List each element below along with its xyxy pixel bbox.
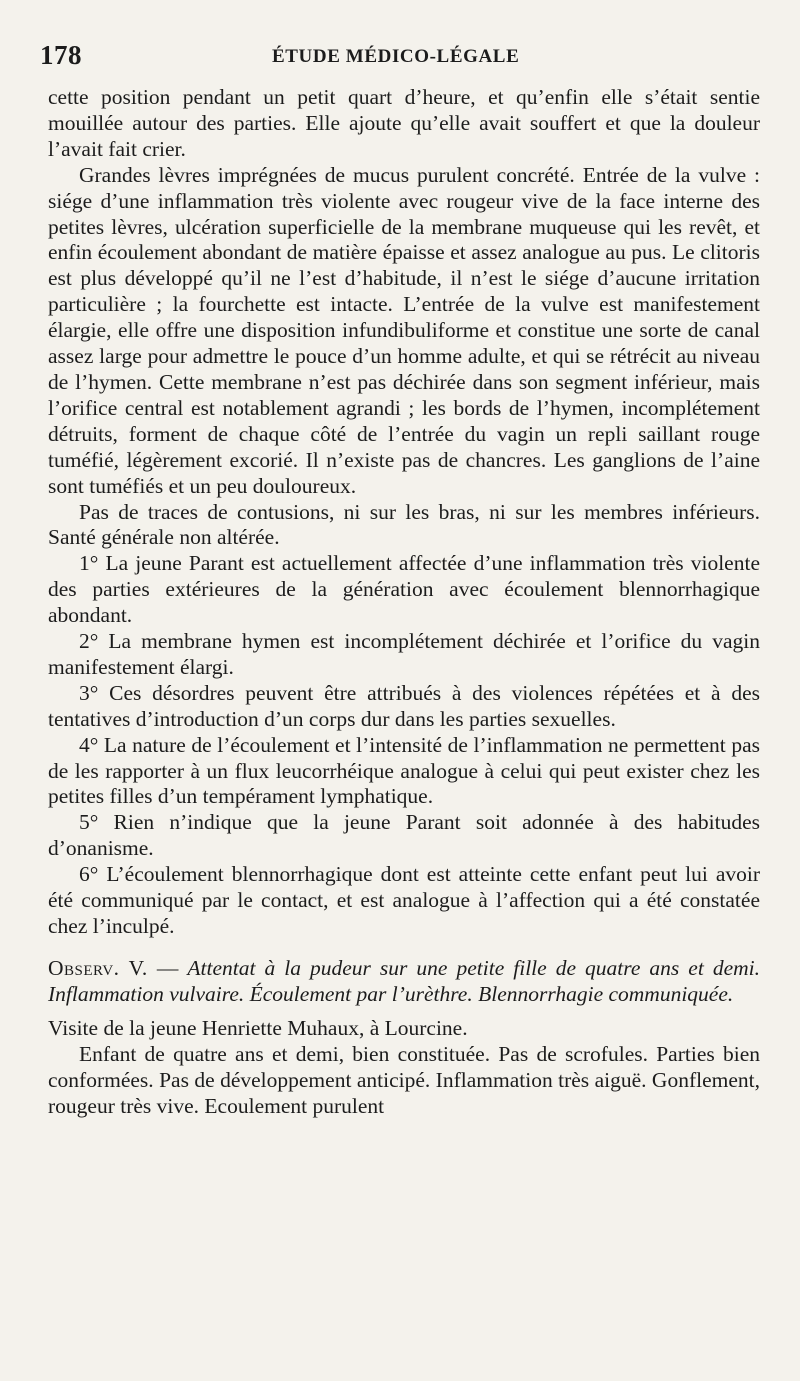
body-text — [48, 85, 760, 1120]
conclusion-2: 2° La membrane hymen est incomplétement déchirée et l’orifice du vagin manifestement élargi. — [48, 629, 760, 679]
conclusion-6: 6° L’écoulement blennorrhagique dont est atteinte cette enfant peut lui avoir été communiqué par le contact, et est analogue à l’affection qui a été constatée chez l’inculpé. — [48, 862, 760, 938]
conclusion-5: 5° Rien n’indique que la jeune Parant soit adonnée à des habitudes d’onanisme. — [48, 810, 760, 861]
observation-label: Observ. V. — [48, 955, 148, 980]
conclusion-4: 4° La nature de l’écoulement et l’intensité de l’inflammation ne permettent pas de les rapporter à un flux leucorrhéique analogue à celui qui peut exister chez les petites filles d’un tempérament lymphatique. — [48, 732, 760, 809]
paragraph-child-description: Enfant de quatre ans et demi, bien constituée. Pas de scrofules. Parties bien conformées. Pas de développement anticipé. Inflammation très aiguë. Gonflement, rougeur très vive. Ecoulement purulent — [48, 1041, 760, 1118]
page-number: 178 — [40, 40, 82, 70]
page-header — [40, 40, 760, 74]
observation-heading — [48, 955, 760, 1007]
paragraph-examination: Grandes lèvres imprégnées de mucus purulent concrété. Entrée de la vulve : siége d’une inflammation très violente avec rougeur vive de la face interne des petites lèvres, ulcération superficielle de la membrane muqueuse qui les revêt, et enfin écoulement abondant de matière épaisse et assez analogue au pus. Le clitoris est plus développé qu’il ne l’est d’habitude, il n’est le siége d’aucune irritation particulière ; la fourchette est intacte. L’entrée de la vulve est manifestement élargie, elle offre une disposition infundibuliforme et constitue une sorte de canal assez large pour admettre le pouce d’un homme adulte, et qui se rétrécit au niveau de l’hymen. Cette membrane n’est pas déchirée dans son segment inférieur, mais l’orifice central est notablement agrandi ; les bords de l’hymen, incomplétement détruits, forment de chaque côté de l’entrée du vagin un repli saillant rouge tuméfié, légèrement excorié. Il n’existe pas de chancres. Les ganglions de l’aine sont tuméfiés et un peu douloureux. — [48, 162, 760, 498]
observation-dash: — — [147, 955, 188, 980]
paragraph-contusions: Pas de traces de contusions, ni sur les bras, ni sur les membres inférieurs. Santé générale non altérée. — [48, 499, 760, 550]
paragraph-visit: Visite de la jeune Henriette Muhaux, à Lourcine. — [48, 1015, 468, 1040]
observation-title: Attentat à la pudeur sur une petite fille de quatre ans et demi. Inflammation vulvaire. Écoulement par l’urèthre. Blennorrhagie communiquée. — [48, 955, 760, 1006]
conclusion-1: 1° La jeune Parant est actuellement affectée d’une inflammation très violente des parties extérieures de la génération avec écoulement blennorrhagique abondant. — [48, 551, 760, 628]
paragraph-continuation: cette position pendant un petit quart d’heure, et qu’enfin elle s’était sentie mouillée autour des parties. Elle ajoute qu’elle avait souffert et que la douleur l’avait fait crier. — [48, 85, 760, 161]
running-title: ÉTUDE MÉDICO-LÉGALE — [272, 46, 520, 67]
conclusion-3: 3° Ces désordres peuvent être attribués à des violences répétées et à des tentatives d’introduction d’un corps dur dans les parties sexuelles. — [48, 680, 760, 731]
